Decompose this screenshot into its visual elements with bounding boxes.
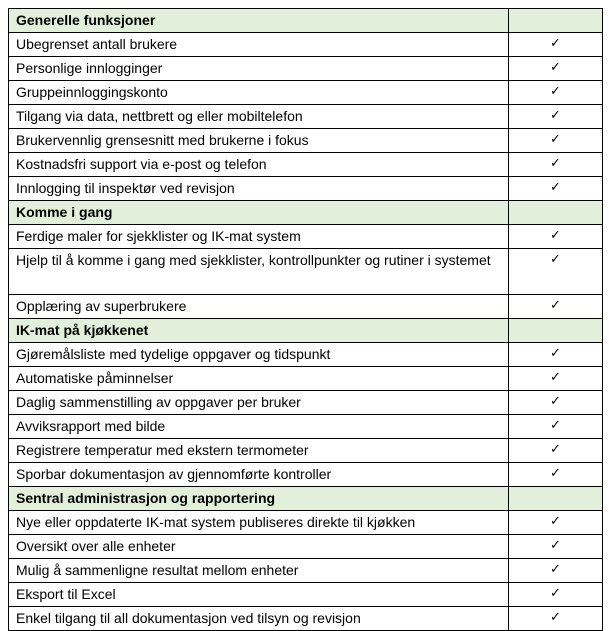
feature-row xyxy=(9,511,603,535)
feature-row xyxy=(9,249,603,295)
check-mark-icon: ✓ xyxy=(509,129,603,153)
feature-label: Ferdige maler for sjekklister og IK-mat system xyxy=(9,225,509,249)
check-mark-icon: ✓ xyxy=(509,225,603,249)
feature-label: Ubegrenset antall brukere xyxy=(9,33,509,57)
section-title: Generelle funksjoner xyxy=(9,9,509,33)
check-mark-icon: ✓ xyxy=(509,511,603,535)
feature-row xyxy=(9,583,603,607)
feature-row xyxy=(9,391,603,415)
feature-label: Personlige innlogginger xyxy=(9,57,509,81)
feature-row xyxy=(9,439,603,463)
check-mark-icon: ✓ xyxy=(509,415,603,439)
feature-row xyxy=(9,415,603,439)
section-title: IK-mat på kjøkkenet xyxy=(9,319,509,343)
feature-row xyxy=(9,33,603,57)
feature-label: Enkel tilgang til all dokumentasjon ved tilsyn og revisjon xyxy=(9,607,509,631)
section-header-row xyxy=(9,487,603,511)
check-mark-icon: ✓ xyxy=(509,463,603,487)
check-mark-icon: ✓ xyxy=(509,391,603,415)
feature-row xyxy=(9,153,603,177)
section-title: Sentral administrasjon og rapportering xyxy=(9,487,509,511)
feature-label: Innlogging til inspektør ved revisjon xyxy=(9,177,509,201)
check-mark-icon: ✓ xyxy=(509,81,603,105)
feature-row xyxy=(9,177,603,201)
feature-label: Registrere temperatur med ekstern termometer xyxy=(9,439,509,463)
feature-label: Hjelp til å komme i gang med sjekklister, kontrollpunkter og rutiner i systemet xyxy=(9,249,509,295)
feature-row xyxy=(9,463,603,487)
feature-label: Nye eller oppdaterte IK-mat system publiseres direkte til kjøkken xyxy=(9,511,509,535)
feature-row xyxy=(9,367,603,391)
feature-row xyxy=(9,607,603,631)
feature-label: Automatiske påminnelser xyxy=(9,367,509,391)
feature-row xyxy=(9,559,603,583)
check-mark-icon: ✓ xyxy=(509,583,603,607)
feature-label: Avviksrapport med bilde xyxy=(9,415,509,439)
feature-row xyxy=(9,81,603,105)
check-mark-icon: ✓ xyxy=(509,607,603,631)
check-mark-icon: ✓ xyxy=(509,57,603,81)
check-mark-icon: ✓ xyxy=(509,439,603,463)
feature-row xyxy=(9,535,603,559)
feature-label: Mulig å sammenligne resultat mellom enheter xyxy=(9,559,509,583)
section-header-row xyxy=(9,9,603,33)
section-header-empty-cell xyxy=(509,201,603,225)
feature-row xyxy=(9,343,603,367)
feature-row xyxy=(9,57,603,81)
check-mark-icon: ✓ xyxy=(509,295,603,319)
check-mark-icon: ✓ xyxy=(509,177,603,201)
feature-label: Opplæring av superbrukere xyxy=(9,295,509,319)
check-mark-icon: ✓ xyxy=(509,33,603,57)
feature-label: Brukervennlig grensesnitt med brukerne i fokus xyxy=(9,129,509,153)
feature-label: Gruppeinnloggingskonto xyxy=(9,81,509,105)
check-mark-icon: ✓ xyxy=(509,559,603,583)
feature-row xyxy=(9,129,603,153)
feature-table xyxy=(8,8,603,631)
section-header-row xyxy=(9,201,603,225)
feature-label: Tilgang via data, nettbrett og eller mobiltelefon xyxy=(9,105,509,129)
feature-row xyxy=(9,295,603,319)
section-header-empty-cell xyxy=(509,9,603,33)
feature-label: Kostnadsfri support via e-post og telefon xyxy=(9,153,509,177)
feature-label: Eksport til Excel xyxy=(9,583,509,607)
section-header-row xyxy=(9,319,603,343)
section-header-empty-cell xyxy=(509,319,603,343)
check-mark-icon: ✓ xyxy=(509,249,603,295)
feature-label: Oversikt over alle enheter xyxy=(9,535,509,559)
section-title: Komme i gang xyxy=(9,201,509,225)
check-mark-icon: ✓ xyxy=(509,105,603,129)
check-mark-icon: ✓ xyxy=(509,343,603,367)
feature-table-body xyxy=(9,9,603,631)
check-mark-icon: ✓ xyxy=(509,367,603,391)
feature-label: Daglig sammenstilling av oppgaver per bruker xyxy=(9,391,509,415)
feature-row xyxy=(9,225,603,249)
feature-row xyxy=(9,105,603,129)
section-header-empty-cell xyxy=(509,487,603,511)
check-mark-icon: ✓ xyxy=(509,153,603,177)
feature-label: Gjøremålsliste med tydelige oppgaver og tidspunkt xyxy=(9,343,509,367)
check-mark-icon: ✓ xyxy=(509,535,603,559)
feature-label: Sporbar dokumentasjon av gjennomførte kontroller xyxy=(9,463,509,487)
